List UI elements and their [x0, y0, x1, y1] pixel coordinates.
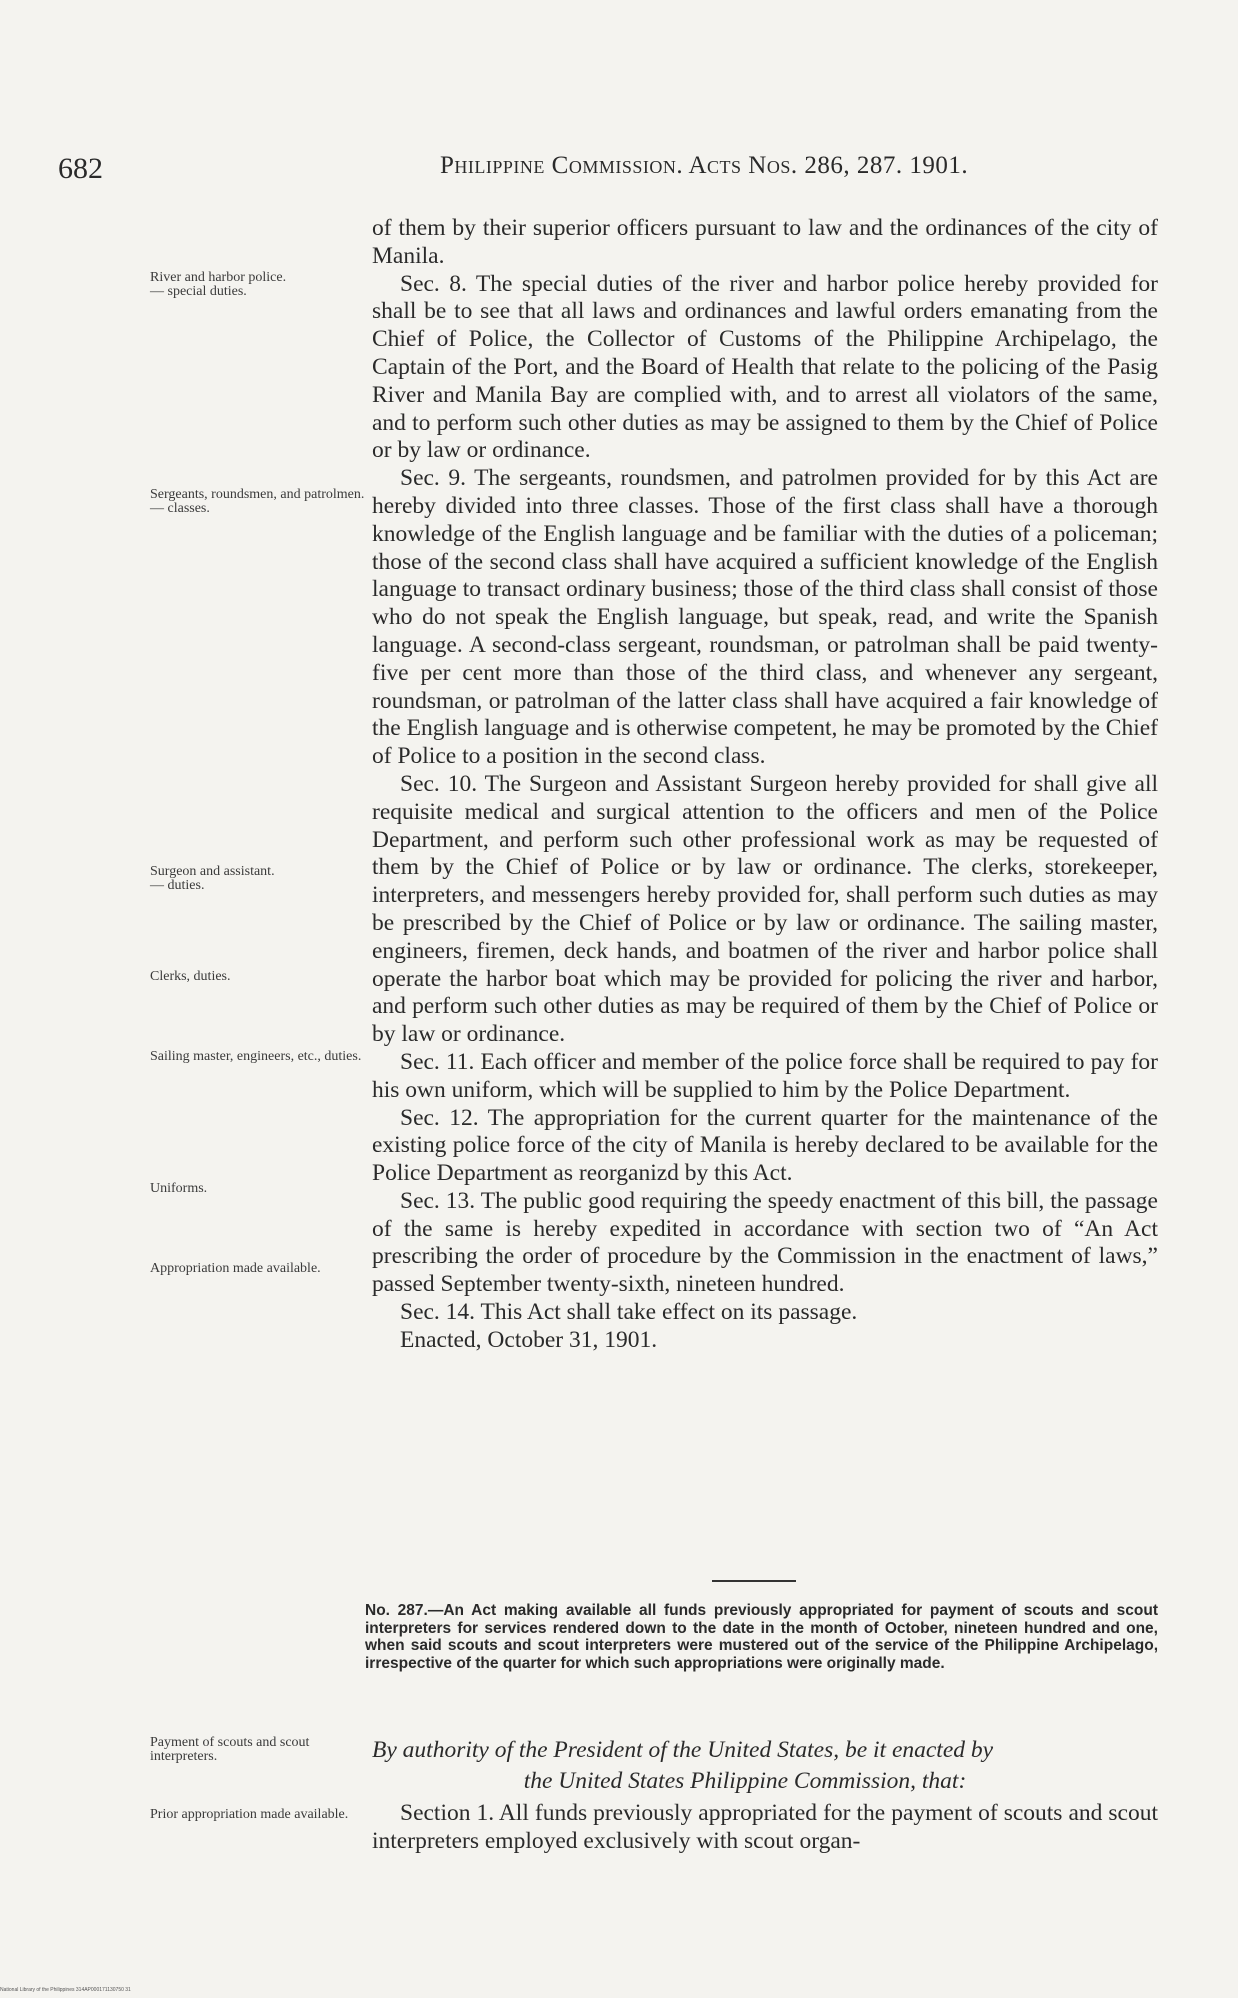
margin-note-text: Prior appropriation made available.	[150, 1807, 349, 1822]
section-10: Sec. 10. The Surgeon and Assistant Surgeon hereby provided for shall give all requisite medical and surgical attention to the officers and men of the Police Department, and perform such other professional work as may be requested of them by the Chief of Police or by law or ordinance. The clerks, storekeeper, interpreters, and messengers hereby provided for, shall perform such duties as may be prescribed by the Chief of Police or by law or ordinance. The sailing master, engineers, firemen, deck hands, and boatmen of the river and harbor police shall operate the harbor boat which may be provided for policing the river and harbor, and perform such other duties as may be required of them by the Chief of Police or by law or ordinance.	[372, 770, 1158, 1048]
margin-note-sailing	[150, 1050, 372, 1064]
margin-note-appropriation	[150, 1262, 372, 1276]
section-9: Sec. 9. The sergeants, roundsmen, and patrolmen provided for by this Act are hereby divided into three classes. Those of the first class shall have a thorough knowledge of the English language and be familiar with the duties of a policeman; those of the second class shall have acquired a sufficient knowledge of the English language to transact ordinary business; those of the third class shall consist of those who do not speak the English language, but speak, read, and write the Spanish language. A second-class sergeant, roundsman, or patrolman shall be paid twenty-five per cent more than those of the third class, and whenever any sergeant, roundsman, or patrolman of the latter class shall have acquired a fair knowledge of the English language and is otherwise competent, he may be promoted by the Chief of Police to a position in the second class.	[372, 465, 1158, 770]
section-14: Sec. 14. This Act shall take effect on its passage.	[400, 1299, 858, 1326]
paragraph-lead: of them by their superior officers pursuant to law and the ordinances of the city of Manila.	[372, 215, 1158, 269]
margin-note-text: Surgeon and assistant.	[150, 864, 275, 879]
margin-note-text: Appropriation made available.	[150, 1261, 321, 1276]
margin-note-text: — duties.	[150, 878, 205, 893]
section-11: Sec. 11. Each officer and member of the police force shall be required to pay for his own uniform, which will be supplied to him by the Police Department.	[372, 1048, 1158, 1103]
margin-note-text: Clerks, duties.	[150, 969, 231, 984]
library-stamp: National Library of the Philippines 314AP000171130750 31	[0, 1987, 131, 1993]
margin-note-text: Payment of scouts and scout interpreters.	[150, 1735, 310, 1764]
enacting-clause	[372, 1735, 1158, 1797]
margin-note-clerks	[150, 970, 372, 984]
section-12: Sec. 12. The appropriation for the current quarter for the maintenance of the existing police force of the city of Manila is hereby declared to be available for the Police Department as reorganizd by this Act.	[372, 1104, 1158, 1187]
section-8: Sec. 8. The special duties of the river and harbor police hereby provided for shall be to see that all laws and ordinances and lawful orders emanating from the Chief of Police, the Collector of Customs of the Philippine Archipelago, the Captain of the Port, and the Board of Health that relate to the policing of the Pasig River and Manila Bay are complied with, and to arrest all violators of the same, and to perform such other duties as may be assigned to them by the Chief of Police or by law or ordinance.	[372, 270, 1158, 464]
act-287-section-1: Section 1. All funds previously appropriated for the payment of scouts and scout interpreters employed exclusively with scout organ-	[372, 1800, 1158, 1854]
act-287-title: No. 287.—An Act making available all funds previously appropriated for payment of scouts and scout interpreters for services rendered down to the date in the month of October, nineteen hundred and one, when said scouts and scout interpreters were mustered out of the service of the Philippine Archipelago, irrespective of the quarter for which such appropriations were originally made.	[365, 1602, 1158, 1672]
margin-note-surgeon	[150, 865, 372, 893]
margin-note-sergeants	[150, 488, 372, 516]
section-divider	[712, 1580, 796, 1582]
section-13: Sec. 13. The public good requiring the speedy enactment of this bill, the passage of the same is hereby expedited in accordance with section two of “An Act prescribing the order of procedure by the Commission in the enactment of laws,” passed September twenty-sixth, nineteen hundred.	[372, 1187, 1158, 1298]
margin-note-text: Uniforms.	[150, 1181, 208, 1196]
margin-note-text: Sailing master, engineers, etc., duties.	[150, 1049, 362, 1064]
act-287-body	[372, 1800, 1158, 1856]
margin-note-text: Sergeants, roundsmen, and patrolmen.	[150, 487, 365, 502]
enacted-date: Enacted, October 31, 1901.	[400, 1326, 658, 1353]
margin-note-payment	[150, 1736, 372, 1764]
margin-note-uniforms	[150, 1182, 372, 1196]
margin-note-prior	[150, 1808, 372, 1822]
body-text	[372, 215, 1158, 1355]
enacting-clause-line: By authority of the President of the United States, be it enacted by	[372, 1737, 994, 1763]
page-number: 682	[58, 152, 103, 185]
margin-note-river-police	[150, 271, 372, 299]
margin-note-text: — special duties.	[150, 284, 247, 299]
enacting-clause-line: the United States Philippine Commission, that:	[523, 1768, 967, 1794]
running-head: Philippine Commission. Acts Nos. 286, 287. 1901.	[440, 152, 969, 179]
margin-note-text: River and harbor police.	[150, 270, 287, 285]
margin-note-text: — classes.	[150, 501, 210, 516]
